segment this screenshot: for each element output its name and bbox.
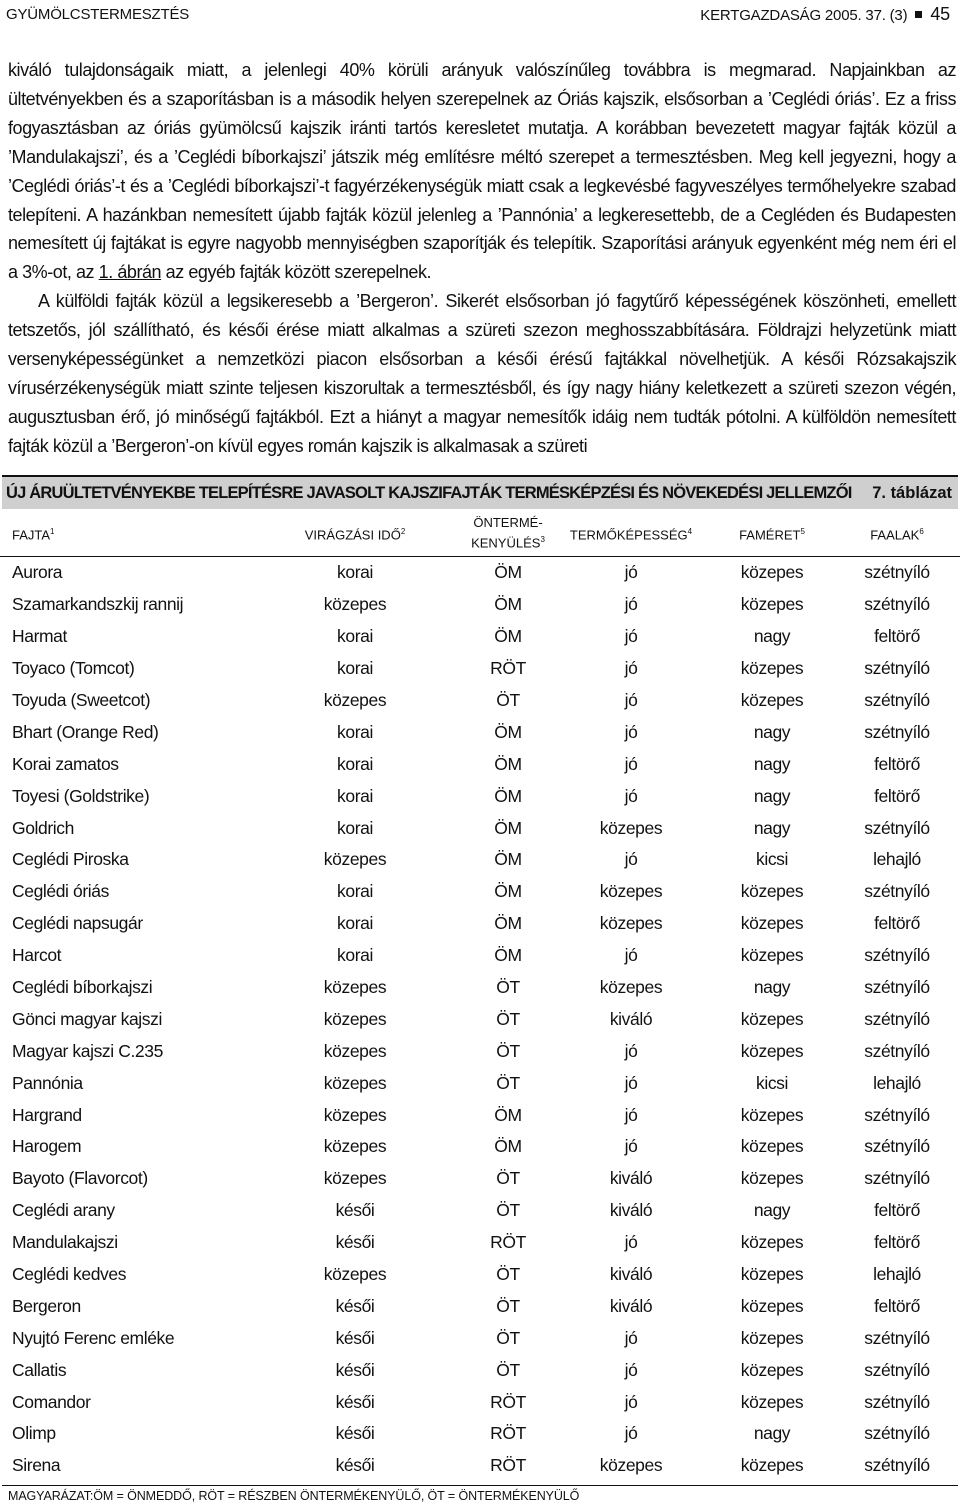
table-legend: MAGYARÁZAT:ÖM = ÖNMEDDŐ, RÖT = RÉSZBEN ÖNTERMÉKENYÜLŐ, ÖT = ÖNTERMÉKENYÜLŐ xyxy=(8,1489,580,1503)
header-faalak: FAALAK$^6$ xyxy=(870,526,924,543)
cell-bloom-time: korai xyxy=(337,721,373,742)
page-header xyxy=(6,4,950,26)
cell-self-fertility: ÖT xyxy=(496,1040,520,1061)
cell-productivity: kiváló xyxy=(609,1295,653,1316)
journal-info: KERTGAZDASÁG 2005. 37. (3) xyxy=(700,7,908,24)
cell-tree-form: szétnyíló xyxy=(864,945,930,966)
cell-self-fertility: ÖM xyxy=(494,913,522,934)
cell-bloom-time: korai xyxy=(337,626,373,647)
cell-cultivar: Pannónia xyxy=(12,1072,83,1093)
cell-bloom-time: korai xyxy=(337,753,373,774)
cell-tree-form: feltörő xyxy=(874,753,920,774)
cell-tree-form: szétnyíló xyxy=(864,1391,930,1412)
table-row xyxy=(0,557,960,589)
cell-bloom-time: közepes xyxy=(323,1040,387,1061)
cell-bloom-time: közepes xyxy=(323,1008,387,1029)
header-fajta: FAJTA$^1$ xyxy=(12,526,55,543)
cell-tree-size: közepes xyxy=(740,1040,804,1061)
cell-bloom-time: késői xyxy=(335,1391,375,1412)
cell-self-fertility: ÖM xyxy=(494,1104,522,1125)
cell-tree-size: közepes xyxy=(740,1359,804,1380)
cell-productivity: jó xyxy=(624,1232,638,1253)
cell-tree-size: közepes xyxy=(740,1295,804,1316)
cell-tree-size: közepes xyxy=(740,1008,804,1029)
table-row xyxy=(0,1131,960,1163)
table-row xyxy=(0,748,960,780)
cell-cultivar: Toyaco (Tomcot) xyxy=(12,658,135,679)
cell-cultivar: Ceglédi napsugár xyxy=(12,913,143,934)
cell-tree-size: közepes xyxy=(740,1104,804,1125)
table-row xyxy=(0,1322,960,1354)
table-row xyxy=(0,1163,960,1195)
cell-cultivar: Olimp xyxy=(12,1423,56,1444)
cell-self-fertility: ÖT xyxy=(496,977,520,998)
cell-self-fertility: ÖT xyxy=(496,1072,520,1093)
cell-tree-size: közepes xyxy=(740,945,804,966)
square-bullet-icon xyxy=(915,11,922,18)
table-row xyxy=(0,589,960,621)
cell-self-fertility: ÖT xyxy=(496,1200,520,1221)
table-row xyxy=(0,1195,960,1227)
cell-tree-form: feltörő xyxy=(874,626,920,647)
cell-productivity: közepes xyxy=(599,913,663,934)
cell-bloom-time: korai xyxy=(337,785,373,806)
table-row xyxy=(0,844,960,876)
table-row xyxy=(0,716,960,748)
cell-cultivar: Ceglédi bíborkajszi xyxy=(12,977,153,998)
cell-productivity: jó xyxy=(624,945,638,966)
cell-productivity: közepes xyxy=(599,881,663,902)
cell-tree-size: közepes xyxy=(740,1327,804,1348)
cell-tree-form: szétnyíló xyxy=(864,1327,930,1348)
paragraph-1-text: kiváló tulajdonságaik miatt, a jelenlegi 40% körüli arányuk valószínűleg továbbra is megmarad. Napjainkban az ültetvényekben és a szaporításban is a második helyen szerepelnek az Óriás kajszik, elsősorban a ’Ceglédi óriás’. Ez a friss fogyasztásban az óriás gyümölcsű kajszik iránti tartós keresletet mutatja. A korábban bevezetett magyar fajták közül a ’Mandulakajszi’, és a ’Ceglédi bíborkajszi’ játszik még említésre méltó szerepet a termesztésben. Meg kell jegyezni, hogy a ’Ceglédi óriás’-t és a ’Ceglédi bíborkajszi’-t fagyérzékenységük miatt csak a legkevésbé fagyveszélyes termőhelyekre szabad telepíteni. A hazánkban nemesített újabb fajták közül jelenleg a ’Pannónia’ a legkeresettebb, de a Cegléden és Budapesten nemesített új fajtákat is egyre nagyobb mennyiségben szaporítják és telepítik. Szaporítási arányuk egyenként még nem éri el a 3%-ot, az xyxy=(8,60,956,283)
cell-cultivar: Nyujtó Ferenc emléke xyxy=(12,1327,175,1348)
cell-self-fertility: RÖT xyxy=(490,1391,526,1412)
cell-tree-size: nagy xyxy=(753,977,791,998)
cell-productivity: jó xyxy=(624,1327,638,1348)
cell-cultivar: Aurora xyxy=(12,562,63,583)
cell-cultivar: Magyar kajszi C.235 xyxy=(12,1040,163,1061)
cell-self-fertility: ÖT xyxy=(496,690,520,710)
table-row xyxy=(0,972,960,1004)
cell-cultivar: Ceglédi Piroska xyxy=(12,849,129,870)
cell-self-fertility: RÖT xyxy=(490,1423,526,1444)
cell-tree-form: feltörő xyxy=(874,913,920,934)
table-bottom-rule xyxy=(2,1485,958,1486)
cell-tree-form: lehajló xyxy=(873,1072,921,1093)
cell-self-fertility: ÖM xyxy=(494,785,522,806)
cell-tree-form: szétnyíló xyxy=(864,1359,930,1380)
cell-self-fertility: ÖM xyxy=(494,562,522,583)
cell-self-fertility: RÖT xyxy=(490,1232,526,1253)
table-row xyxy=(0,1035,960,1067)
cell-cultivar: Ceglédi óriás xyxy=(12,881,109,902)
cell-bloom-time: késői xyxy=(335,1455,375,1476)
paragraph-2: A külföldi fajták közül a legsikeresebb a ’Bergeron’. Sikerét elsősorban jó fagytűrő képességének köszönheti, emellett tetszetős, jól szállítható, és késői érése miatt alkalmas a szüreti szezon meghosszabbítására. Földrajzi helyzetünk miatt versenyképességünket a nemzetközi piacon elsősorban a késői érésű fajtákkal növelhetjük. A késői Rózsakajszik vírusérzékenységük miatt szinte teljesen kiszorultak a termesztésből, és így nagy hiány keletkezett a szüreti szezon végén, augusztusban érő, jó minőségű fajtákból. Ezt a hiányt a magyar nemesítők idáig nem tudták pótolni. A külföldön nemesített fajták közül a ’Bergeron’-on kívül egyes román kajszik is alkalmasak a szüreti xyxy=(8,291,956,456)
paragraph-1-end: az egyéb fajták között szerepelnek. xyxy=(161,262,432,283)
table-row xyxy=(0,908,960,940)
cell-tree-form: szétnyíló xyxy=(864,1040,930,1061)
section-title: GYÜMÖLCSTERMESZTÉS xyxy=(6,6,190,23)
header-ontermekenyules: ÖNTERMÉ- KENYÜLÉS$^3$ xyxy=(471,515,545,551)
cell-tree-size: nagy xyxy=(753,753,791,774)
cell-tree-size: közepes xyxy=(740,1455,804,1476)
cell-bloom-time: közepes xyxy=(323,1168,387,1189)
paragraph-1 xyxy=(8,56,956,287)
cell-tree-form: szétnyíló xyxy=(864,881,930,902)
cell-self-fertility: ÖM xyxy=(494,945,522,966)
cell-productivity: jó xyxy=(624,1040,638,1061)
figure-reference-link[interactable]: 1. ábrán xyxy=(98,262,162,283)
cell-tree-size: közepes xyxy=(740,913,804,934)
cell-productivity: jó xyxy=(624,1359,638,1380)
cell-bloom-time: korai xyxy=(337,658,373,679)
cell-productivity: jó xyxy=(624,1072,638,1093)
cell-tree-form: feltörő xyxy=(874,1200,920,1221)
cell-cultivar: Harmat xyxy=(12,626,67,647)
table-row xyxy=(0,1290,960,1322)
cell-productivity: kiváló xyxy=(609,1168,653,1189)
cell-productivity: jó xyxy=(624,849,638,870)
cell-tree-size: nagy xyxy=(753,721,791,742)
table-row xyxy=(0,621,960,653)
cell-tree-form: lehajló xyxy=(873,1264,921,1285)
cell-tree-size: közepes xyxy=(740,1264,804,1285)
cell-bloom-time: közepes xyxy=(323,1104,387,1125)
table-row xyxy=(0,1067,960,1099)
cell-self-fertility: ÖT xyxy=(496,1168,520,1189)
cell-self-fertility: RÖT xyxy=(490,658,526,679)
cell-cultivar: Korai zamatos xyxy=(12,753,119,774)
cell-tree-size: közepes xyxy=(740,1232,804,1253)
cell-productivity: közepes xyxy=(599,1455,663,1476)
cell-tree-size: kicsi xyxy=(755,849,789,870)
table-row xyxy=(0,1386,960,1418)
header-termokepesseg: TERMŐKÉPESSÉG$^4$ xyxy=(569,526,693,543)
cell-cultivar: Callatis xyxy=(12,1359,67,1380)
cell-bloom-time: korai xyxy=(337,817,373,838)
cell-self-fertility: ÖT xyxy=(496,1359,520,1380)
cell-tree-form: szétnyíló xyxy=(864,1136,930,1157)
cell-bloom-time: közepes xyxy=(323,1072,387,1093)
table-title: ÚJ ÁRUÜLTETVÉNYEKBE TELEPÍTÉSRE JAVASOLT KAJSZIFAJTÁK TERMÉSKÉPZÉSI ÉS NÖVEKEDÉSI JELLEMZŐI xyxy=(6,483,852,502)
cell-cultivar: Bayoto (Flavorcot) xyxy=(12,1168,148,1189)
cell-productivity: jó xyxy=(624,1423,638,1444)
table-body xyxy=(0,557,960,1482)
cell-productivity: jó xyxy=(624,785,638,806)
cell-cultivar: Mandulakajszi xyxy=(12,1232,118,1253)
cell-bloom-time: korai xyxy=(337,945,373,966)
cell-tree-size: nagy xyxy=(753,817,791,838)
cell-tree-form: szétnyíló xyxy=(864,1168,930,1189)
cell-bloom-time: korai xyxy=(337,562,373,583)
cell-bloom-time: közepes xyxy=(323,1264,387,1285)
header-viragzasi-ido: VIRÁGZÁSI IDŐ$^2$ xyxy=(304,526,406,543)
cell-tree-size: közepes xyxy=(740,594,804,615)
cell-tree-form: szétnyíló xyxy=(864,658,930,679)
table-row xyxy=(0,1450,960,1482)
cell-cultivar: Ceglédi kedves xyxy=(12,1264,127,1285)
cell-productivity: kiváló xyxy=(609,1200,653,1221)
cell-bloom-time: közepes xyxy=(323,977,387,998)
cell-tree-size: közepes xyxy=(740,690,804,710)
cell-tree-form: szétnyíló xyxy=(864,817,930,838)
cell-self-fertility: ÖT xyxy=(496,1295,520,1316)
cell-productivity: jó xyxy=(624,658,638,679)
table-title-bar xyxy=(2,475,958,509)
cell-bloom-time: késői xyxy=(335,1232,375,1253)
table-row xyxy=(0,1259,960,1291)
cell-self-fertility: ÖT xyxy=(496,1264,520,1285)
cell-self-fertility: ÖT xyxy=(496,1327,520,1348)
cell-bloom-time: közepes xyxy=(323,690,387,710)
page-number: 45 xyxy=(930,4,950,24)
table-row xyxy=(0,1003,960,1035)
cell-self-fertility: ÖM xyxy=(494,849,522,870)
cell-tree-form: szétnyíló xyxy=(864,1455,930,1476)
cell-tree-size: kicsi xyxy=(755,1072,789,1093)
cell-tree-form: lehajló xyxy=(873,849,921,870)
cell-bloom-time: késői xyxy=(335,1359,375,1380)
cell-cultivar: Goldrich xyxy=(12,817,74,838)
cell-tree-size: nagy xyxy=(753,1200,791,1221)
cell-bloom-time: késői xyxy=(335,1327,375,1348)
cell-productivity: közepes xyxy=(599,817,663,838)
cell-bloom-time: korai xyxy=(337,913,373,934)
cell-self-fertility: ÖT xyxy=(496,1008,520,1029)
cell-productivity: kiváló xyxy=(609,1264,653,1285)
cell-productivity: jó xyxy=(624,753,638,774)
cell-cultivar: Hargrand xyxy=(12,1104,82,1125)
cell-tree-size: közepes xyxy=(740,1168,804,1189)
cell-productivity: kiváló xyxy=(609,1008,653,1029)
table-row xyxy=(0,876,960,908)
table-row xyxy=(0,1227,960,1259)
cell-tree-form: szétnyíló xyxy=(864,690,930,710)
cell-productivity: jó xyxy=(624,1391,638,1412)
cell-tree-form: szétnyíló xyxy=(864,1423,930,1444)
cell-productivity: jó xyxy=(624,1104,638,1125)
cell-self-fertility: ÖM xyxy=(494,594,522,615)
cell-tree-form: feltörő xyxy=(874,1232,920,1253)
table-row xyxy=(0,812,960,844)
cell-tree-form: feltörő xyxy=(874,1295,920,1316)
header-fameret: FAMÉRET$^5$ xyxy=(739,526,805,543)
cell-tree-size: közepes xyxy=(740,881,804,902)
cell-bloom-time: késői xyxy=(335,1295,375,1316)
cell-tree-size: nagy xyxy=(753,626,791,647)
cell-cultivar: Harogem xyxy=(12,1136,82,1157)
cell-tree-form: szétnyíló xyxy=(864,1008,930,1029)
cell-cultivar: Szamarkandszkij rannij xyxy=(12,594,184,615)
cell-cultivar: Sirena xyxy=(12,1455,61,1476)
cell-cultivar: Ceglédi arany xyxy=(12,1200,115,1221)
table-row xyxy=(0,940,960,972)
cell-productivity: jó xyxy=(624,626,638,647)
cultivar-table xyxy=(0,510,960,1482)
cell-tree-form: szétnyíló xyxy=(864,562,930,583)
table-row xyxy=(0,653,960,685)
article-body xyxy=(8,56,956,461)
cell-productivity: jó xyxy=(624,594,638,615)
cell-cultivar: Toyuda (Sweetcot) xyxy=(12,690,151,710)
cell-tree-size: közepes xyxy=(740,658,804,679)
cell-tree-form: szétnyíló xyxy=(864,721,930,742)
header-right xyxy=(700,4,950,25)
cell-cultivar: Comandor xyxy=(12,1391,91,1412)
cell-bloom-time: késői xyxy=(335,1200,375,1221)
cell-bloom-time: közepes xyxy=(323,849,387,870)
table-row xyxy=(0,685,960,717)
cell-self-fertility: ÖM xyxy=(494,881,522,902)
cell-productivity: jó xyxy=(624,721,638,742)
table-row xyxy=(0,1354,960,1386)
cell-tree-form: feltörő xyxy=(874,785,920,806)
cell-cultivar: Toyesi (Goldstrike) xyxy=(12,785,150,806)
cell-tree-form: szétnyíló xyxy=(864,594,930,615)
cell-cultivar: Bhart (Orange Red) xyxy=(12,721,159,742)
cell-productivity: jó xyxy=(624,690,638,710)
cell-self-fertility: ÖM xyxy=(494,817,522,838)
table-row xyxy=(0,1099,960,1131)
cell-productivity: közepes xyxy=(599,977,663,998)
cell-bloom-time: késői xyxy=(335,1423,375,1444)
cell-self-fertility: ÖM xyxy=(494,626,522,647)
cell-tree-size: közepes xyxy=(740,1136,804,1157)
cell-bloom-time: közepes xyxy=(323,594,387,615)
cell-bloom-time: korai xyxy=(337,881,373,902)
cell-tree-form: szétnyíló xyxy=(864,977,930,998)
cell-self-fertility: RÖT xyxy=(490,1455,526,1476)
cell-self-fertility: ÖM xyxy=(494,1136,522,1157)
table-number: 7. táblázat xyxy=(872,483,952,502)
table-row xyxy=(0,1418,960,1450)
cell-tree-size: nagy xyxy=(753,1423,791,1444)
cell-cultivar: Harcot xyxy=(12,945,62,966)
cell-tree-size: közepes xyxy=(740,562,804,583)
cell-productivity: jó xyxy=(624,1136,638,1157)
cell-productivity: jó xyxy=(624,562,638,583)
cell-bloom-time: közepes xyxy=(323,1136,387,1157)
cell-self-fertility: ÖM xyxy=(494,753,522,774)
cell-cultivar: Bergeron xyxy=(12,1295,81,1316)
table-row xyxy=(0,780,960,812)
cell-cultivar: Gönci magyar kajszi xyxy=(12,1008,162,1029)
cell-tree-size: nagy xyxy=(753,785,791,806)
table-header-row xyxy=(0,510,960,557)
cell-self-fertility: ÖM xyxy=(494,721,522,742)
cell-tree-form: szétnyíló xyxy=(864,1104,930,1125)
cell-tree-size: közepes xyxy=(740,1391,804,1412)
